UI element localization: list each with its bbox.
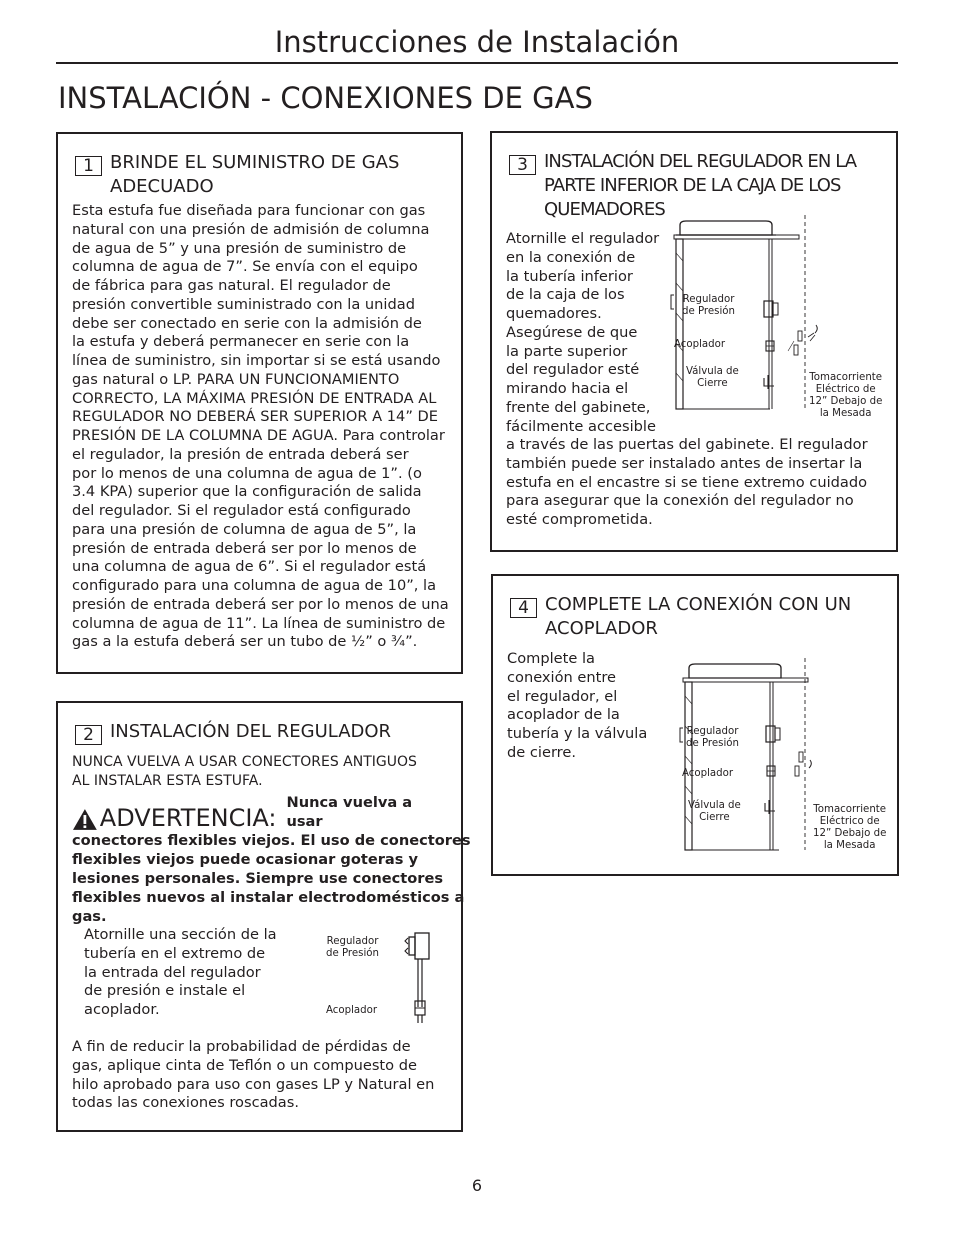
step-3-label-valve: Válvula de Cierre <box>686 366 739 389</box>
step-4-label-coupler: Acoplador <box>682 768 734 779</box>
step-3-cont-text: a través de las puertas del gabinete. El regulador también puede ser instalado antes de insertar la estufa en el encastre si se tiene extremo cuidado para asegurar que la conexión del regulador no esté comprometida. <box>506 436 868 528</box>
step-4-installation-diagram <box>669 656 817 856</box>
step-1-title: BRINDE EL SUMINISTRO DE GAS ADECUADO <box>110 152 400 197</box>
plug-icon <box>806 323 822 345</box>
step-3-label-regulator: Regulador de Presión <box>682 294 735 317</box>
step-3-label-outlet: Tomacorriente Eléctrico de 12” Debajo de la Mesada <box>809 372 883 419</box>
step-3-box <box>490 131 898 552</box>
step-2-box <box>56 701 471 1132</box>
step-4-label-regulator: Regulador de Presión <box>686 726 739 749</box>
warning-block: ADVERTENCIA: Nunca vuelva a usar conectores flexibles viejos. El uso de conectores flexibles viejos puede ocasionar goteras y lesiones personales. Siempre use conectores flexibles nuevos al instalar electrodomésticos a gas. <box>72 794 471 925</box>
warning-triangle-icon <box>72 808 98 831</box>
step-4-label-valve: Válvula de Cierre <box>688 800 741 823</box>
step-2-title: INSTALACIÓN DEL REGULADOR <box>110 721 392 742</box>
step-1-body: Esta estufa fue diseñada para funcionar con gas natural con una presión de admisión de columna de agua de 5” y una presión de suministro de columna de agua de 7”. Se envía con el equipo de fábrica para gas natural. El regulador de presión convertible suministrado con la unidad debe ser conectado en serie con la admisión de la estufa y deberá permanecer en serie con la línea de suministro, sin importar si se está usando gas natural o LP. PARA UN FUNCIONAMIENTO CORRECTO, LA MÁXIMA PRESIÓN DE ENTRADA AL REGULADOR NO DEBERÁ SER SUPERIOR A 14” DE PRESIÓN DE LA COLUMNA DE AGUA. Para controlar el regulador, la presión de entrada deberá ser por lo menos de una columna de agua de 1”. (o 3.4 KPA) superior que la configuración de salida del regulador. Si el regulador está configurado para una presión de columna de agua de 5”, la presión de entrada deberá ser por lo menos de una columna de agua de 6”. Si el regulador está configurado para una columna de agua de 10”, la presión de entrada deberá ser por lo menos de una columna de agua de 11”. La línea de suministro de gas a la estufa deberá ser un tubo de ½” o ¾”. <box>72 202 449 651</box>
page-header <box>56 22 898 64</box>
step-4-body: Complete la conexión entre el regulador, el acoplador de la tubería y la válvula de cierre. <box>507 650 648 761</box>
header-title: Instrucciones de Instalación <box>274 25 680 59</box>
regulator-coupler-diagram <box>388 929 438 1025</box>
step-2-intro: NUNCA VUELVA A USAR CONECTORES ANTIGUOS AL INSTALAR ESTA ESTUFA. <box>72 754 417 789</box>
step-1-box <box>56 132 463 674</box>
step-4-label-outlet: Tomacorriente Eléctrico de 12” Debajo de la Mesada <box>813 804 887 851</box>
section-title: INSTALACIÓN - CONEXIONES DE GAS <box>58 81 593 115</box>
step-2-install-text: Atornille una sección de la tubería en el extremo de la entrada del regulador de presión e instale el acoplador. <box>84 926 277 1018</box>
step-4-number: 4 <box>510 598 537 618</box>
page-number: 6 <box>471 1176 483 1195</box>
warning-first-line: Nunca vuelva a usar <box>286 794 413 830</box>
step-2-label-regulator: Regulador de Presión <box>326 936 379 959</box>
warning-heading: ADVERTENCIA: <box>99 804 277 832</box>
step-1-number: 1 <box>75 156 102 176</box>
step-3-label-coupler: Acoplador <box>674 339 726 350</box>
step-3-side-text: Atornille el regulador en la conexión de la tubería inferior de la caja de los quemadores. Asegúrese de que la parte superior del regulador esté mirando hacia el frente del gabinete, fácilmente accesible <box>506 230 660 435</box>
step-4-box <box>491 574 899 876</box>
step-3-title: INSTALACIÓN DEL REGULADOR EN LA PARTE INFERIOR DE LA CAJA DE LOS QUEMADORES <box>544 151 857 220</box>
step-2-label-coupler: Acoplador <box>326 1005 378 1016</box>
step-3-number: 3 <box>509 155 536 175</box>
step-4-title: COMPLETE LA CONEXIÓN CON UN ACOPLADOR <box>545 594 852 639</box>
step-2-number: 2 <box>75 725 102 745</box>
step-2-final-text: A fin de reducir la probabilidad de pérdidas de gas, aplique cinta de Teflón o un compuesto de hilo aprobado para uso con gases LP y Natural en todas las conexiones roscadas. <box>72 1038 435 1112</box>
